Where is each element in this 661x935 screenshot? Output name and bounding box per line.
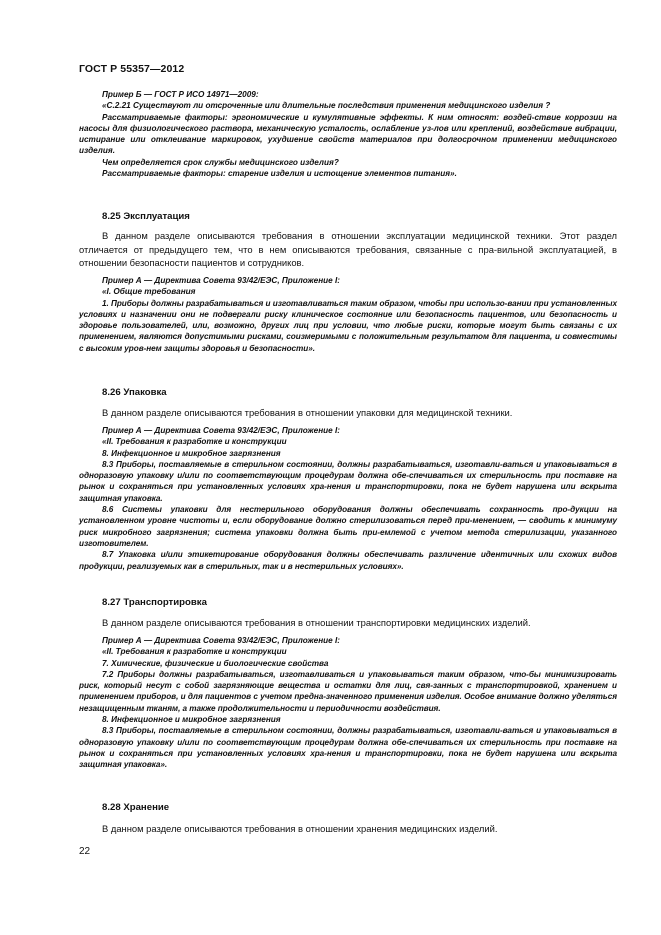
- example-quote: «С.2.21 Существуют ли отсроченные или длительные последствия применения медицинского изделия ?: [102, 101, 551, 111]
- example-text: Рассматриваемые факторы: эргономические и кумулятивные эффекты. К ним относят: воздей-ствие коррозии на насосы для физиологического раствора, механическую усталость, ослабление уз-лов или креплений, воздействие вибрации, истирание или отклеивание маркировок, ухудшение свойств материалов при долгосрочном применении медицинского изделия.: [79, 112, 617, 156]
- section-8-28-body: [79, 822, 617, 836]
- paragraph: В данном разделе описываются требования в отношении упаковки для медицинской техники.: [102, 407, 513, 418]
- section-8-26-body: [79, 406, 617, 420]
- page-number: 22: [79, 846, 91, 857]
- section-heading-8-27: 8.27 Транспортировка: [102, 597, 207, 608]
- example-title: Пример А — Директива Совета 93/42/ЕЭС, Приложение I:: [102, 636, 341, 645]
- section-8-27-example: [79, 635, 617, 771]
- paragraph: В данном разделе описываются требования в отношении эксплуатации медицинской техники. Этот раздел отличается от предыдущего тем, что в нем описываются требования, связанные с пра-вильной эксплуатацией, в отношении безопасности пациентов и сотрудников.: [79, 230, 617, 269]
- example-subtitle: 8. Инфекционное и микробное загрязнения: [102, 715, 281, 725]
- example-text: 7.2 Приборы должны разрабатываться, изготавливаться и упаковываться таким образом, что-бы минимизировать риск, который несут с собой загрязняющие вещества и остатки для лиц, свя-занных с транспортировкой, хранением и применением приборов, и для пациентов с учетом предна-значенного применения изделия. Особое внимание должно уделяться незащищенным тканям, а также продолжительности и периодичности воздействия.: [79, 669, 617, 713]
- example-b-block: [79, 89, 617, 179]
- example-title: Пример А — Директива Совета 93/42/ЕЭС, Приложение I:: [102, 276, 341, 285]
- example-subtitle: «I. Общие требования: [102, 287, 196, 297]
- example-subtitle: «II. Требования к разработке и конструкции: [102, 437, 287, 447]
- example-title: Пример Б — ГОСТ Р ИСО 14971—2009:: [102, 90, 259, 99]
- paragraph: В данном разделе описываются требования в отношении транспортировки медицинских изделий.: [102, 617, 531, 628]
- example-subtitle: 7. Химические, физические и биологические свойства: [102, 658, 329, 668]
- section-heading-8-26: 8.26 Упаковка: [102, 387, 167, 398]
- example-question: Чем определяется срок службы медицинского изделия?: [102, 157, 339, 167]
- example-text: 8.7 Упаковка и/или этикетирование оборудования должны обеспечивать различение идентичных или схожих видов продукции, реализуемых как в стерильных, так и в нестерильных условиях».: [79, 550, 617, 571]
- document-header: ГОСТ Р 55357—2012: [79, 63, 185, 75]
- section-8-25-body: [79, 229, 617, 270]
- example-title: Пример А — Директива Совета 93/42/ЕЭС, Приложение I:: [102, 426, 341, 435]
- paragraph: В данном разделе описываются требования в отношении хранения медицинских изделий.: [102, 823, 498, 834]
- example-text: Рассматриваемые факторы: старение изделия и истощение элементов питания».: [102, 169, 457, 179]
- section-8-25-example: [79, 275, 617, 354]
- section-heading-8-28: 8.28 Хранение: [102, 802, 170, 813]
- example-text: 8.3 Приборы, поставляемые в стерильном состоянии, должны разрабатываться, изготавли-ваться и упаковываться в одноразовую упаковку и/или по соответствующим процедурам должна обе-спечиваться их стерильность при поставке на рынок и сохраняться при установленных условиях хра-нения и транспортировки, пока не будет нарушена или вскрыта защитная упаковка».: [79, 726, 617, 770]
- section-heading-8-25: 8.25 Эксплуатация: [102, 211, 190, 222]
- section-8-27-body: [79, 616, 617, 630]
- example-text: 8.6 Системы упаковки для нестерильного оборудования должны обеспечивать сохранность про-дукции на установленном уровне чистоты и, если оборудование должно стерилизоваться перед при-менением, — сводить к минимуму риск микробного загрязнения; система упаковки должна быть при-емлемой с учетом метода стерилизации, указанного изготовителем.: [79, 505, 617, 548]
- example-text: 1. Приборы должны разрабатываться и изготавливаться таким образом, чтобы при использо-вании при установленных условиях и назначении они не подвергали риску клиническое состояние или безопасность пациентов, или безопасность и здоровье пользователей, или, возможно, других лиц при условии, что любые риски, которые могут быть связаны с их применением, являются допустимыми рисками, соизмеримыми с положительным результатом для пациента, и совместимы с высоким уров-нем защиты здоровья и безопасности».: [79, 298, 617, 353]
- example-subtitle: 8. Инфекционное и микробное загрязнения: [102, 448, 281, 458]
- example-text: 8.3 Приборы, поставляемые в стерильном состоянии, должны разрабатываться, изготавли-ваться и упаковываться в одноразовую упаковку и/или по соответствующим процедурам должна обе-спечиваться их стерильность при поставке на рынок и сохраняться при установленных условиях хра-нения и транспортировки, пока не будет нарушена или вскрыта защитная упаковка.: [79, 459, 617, 503]
- example-subtitle: «II. Требования к разработке и конструкции: [102, 647, 287, 657]
- section-8-26-example: [79, 425, 617, 572]
